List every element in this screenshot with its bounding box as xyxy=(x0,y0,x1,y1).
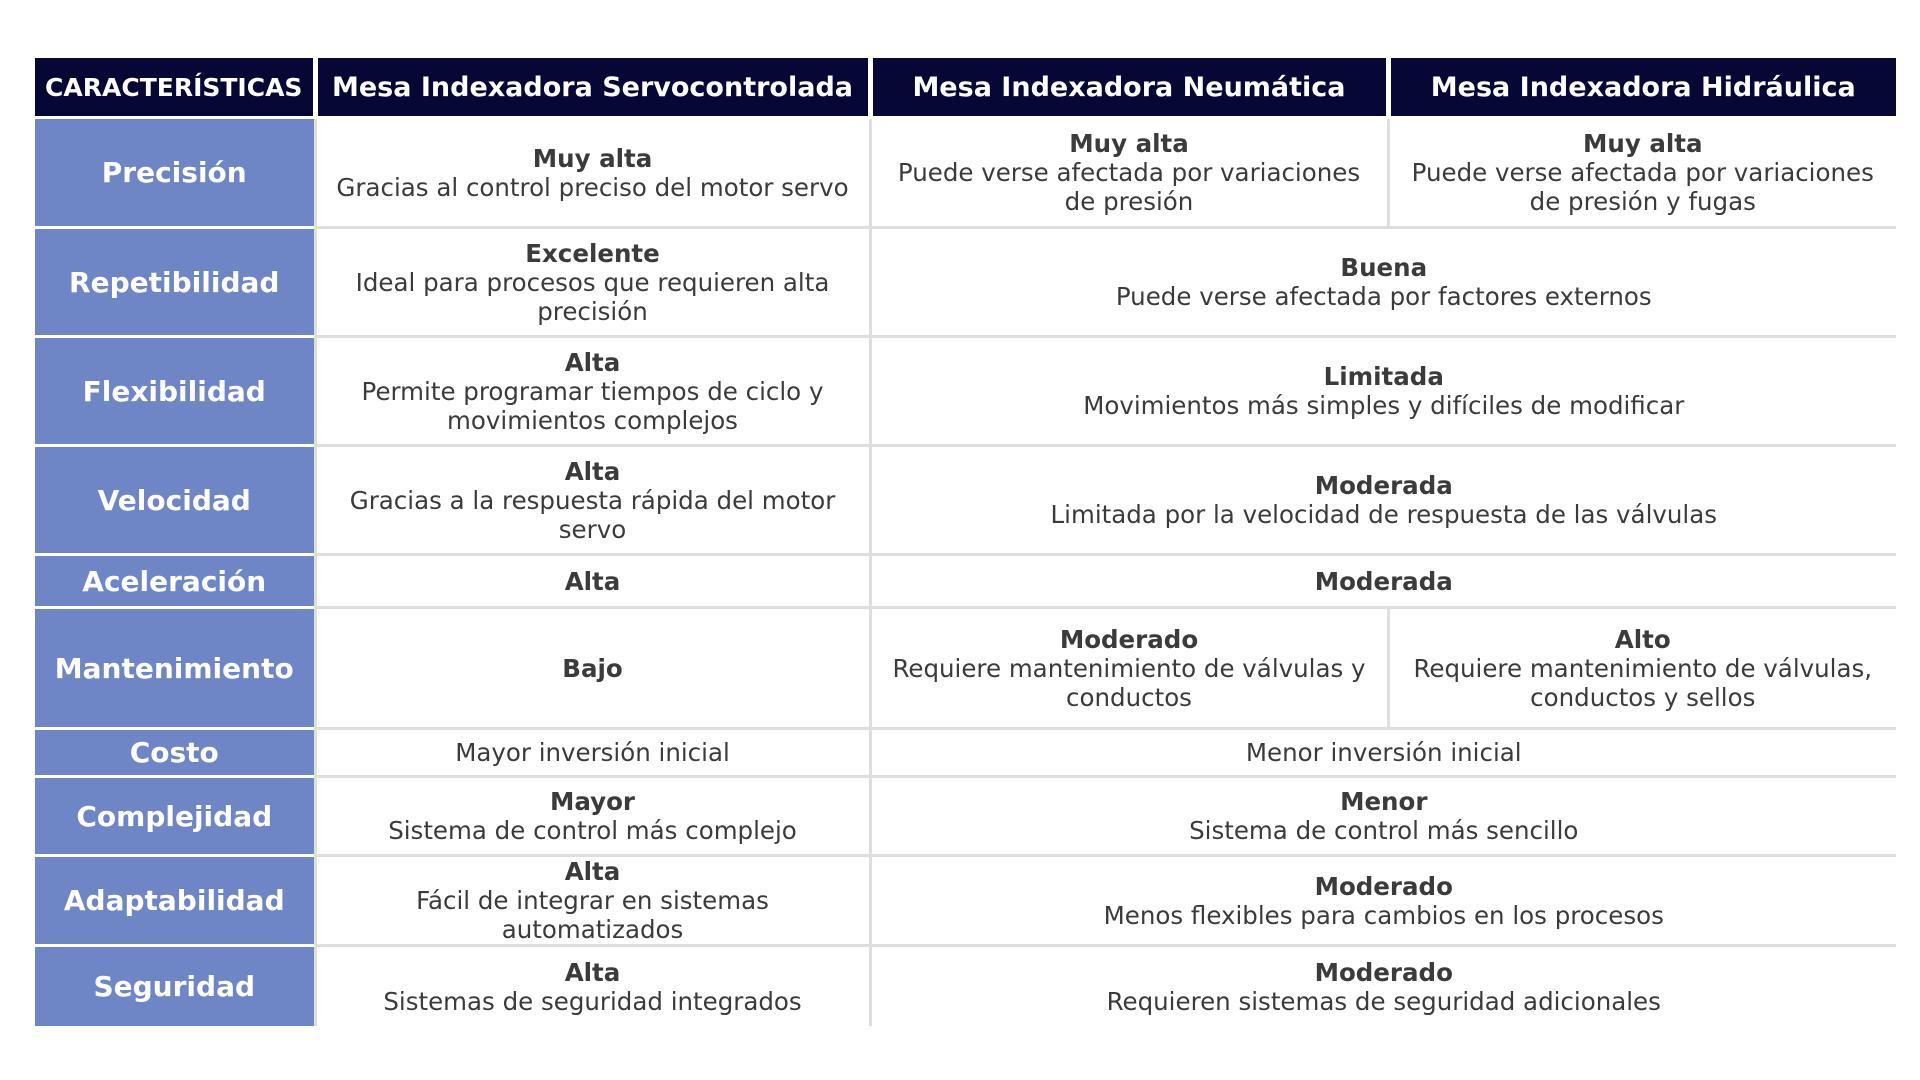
header-characteristics: CARACTERÍSTICAS xyxy=(35,58,315,118)
cell-level: Moderada xyxy=(1314,471,1453,500)
cell-servo xyxy=(315,118,870,228)
cell-level: Muy alta xyxy=(532,143,653,173)
row-maintenance xyxy=(35,608,1896,729)
cell-desc: Sistemas de seguridad integrados xyxy=(383,986,802,1016)
cell-pneumatic-hydraulic xyxy=(870,856,1896,946)
row-acceleration xyxy=(35,555,1896,608)
cell-servo xyxy=(315,856,870,946)
cell-level: Excelente xyxy=(525,238,660,268)
cell-desc: Requiere mantenimiento de válvulas y conductos xyxy=(892,653,1366,712)
cell-pneumatic-hydraulic xyxy=(870,446,1896,555)
cell-pneumatic-hydraulic xyxy=(870,946,1896,1028)
cell-desc: Requieren sistemas de seguridad adicionales xyxy=(1106,986,1661,1016)
header-servo: Mesa Indexadora Servocontrolada xyxy=(315,58,870,118)
cell-level: Moderada xyxy=(1314,566,1453,596)
cell-desc: Sistema de control más complejo xyxy=(388,816,797,845)
cell-servo xyxy=(315,777,870,856)
cell-level: Muy alta xyxy=(1583,129,1703,158)
row-label-complexity: Complejidad xyxy=(35,777,315,856)
cell-servo xyxy=(315,946,870,1028)
cell-desc: Puede verse afectada por factores externos xyxy=(1115,282,1652,311)
comparison-table-wrapper xyxy=(35,58,1896,1029)
cell-pneumatic-hydraulic xyxy=(870,228,1896,337)
cell-level: Bajo xyxy=(562,653,623,683)
cell-pneumatic-hydraulic xyxy=(870,337,1896,446)
row-label-maintenance: Mantenimiento xyxy=(35,608,315,729)
comparison-table xyxy=(35,58,1896,1029)
cell-level: Alta xyxy=(564,957,621,987)
cell-desc: Ideal para procesos que requieren alta precisión xyxy=(355,267,830,326)
cell-desc: Limitada por la velocidad de respuesta de las válvulas xyxy=(1050,500,1717,529)
cell-level: Moderado xyxy=(1059,624,1199,654)
cell-pneumatic xyxy=(870,118,1388,228)
cell-desc: Puede verse afectada por variaciones de presión xyxy=(897,158,1361,216)
row-complexity xyxy=(35,777,1896,856)
cell-level: Limitada xyxy=(1323,362,1444,391)
row-cost xyxy=(35,729,1896,777)
row-label-repeatability: Repetibilidad xyxy=(35,228,315,337)
cell-desc: Permite programar tiempos de ciclo y movimientos complejos xyxy=(361,376,824,435)
cell-level: Alto xyxy=(1614,624,1671,654)
table-header-row xyxy=(35,58,1896,118)
header-pneumatic: Mesa Indexadora Neumática xyxy=(870,58,1388,118)
cell-pneumatic xyxy=(870,608,1388,729)
row-precision xyxy=(35,118,1896,228)
row-label-cost: Costo xyxy=(35,729,315,777)
cell-level: Menor xyxy=(1340,787,1428,816)
cell-desc: Gracias a la respuesta rápida del motor servo xyxy=(349,485,836,544)
cell-servo xyxy=(315,608,870,729)
cell-pneumatic-hydraulic xyxy=(870,729,1896,777)
row-label-acceleration: Aceleración xyxy=(35,555,315,608)
cell-desc: Menos flexibles para cambios en los procesos xyxy=(1103,900,1664,930)
cell-level: Moderado xyxy=(1314,871,1453,901)
cell-level: Alta xyxy=(564,347,621,377)
row-adaptability xyxy=(35,856,1896,946)
cell-servo xyxy=(315,337,870,446)
cell-desc: Sistema de control más sencillo xyxy=(1189,816,1579,845)
row-label-precision: Precisión xyxy=(35,118,315,228)
cell-servo xyxy=(315,228,870,337)
cell-level: Buena xyxy=(1340,253,1428,282)
cell-desc: Requiere mantenimiento de válvulas, conductos y sellos xyxy=(1413,653,1873,712)
row-label-adaptability: Adaptabilidad xyxy=(35,856,315,946)
row-speed xyxy=(35,446,1896,555)
row-label-flexibility: Flexibilidad xyxy=(35,337,315,446)
cell-desc: Menor inversión inicial xyxy=(1245,738,1522,767)
row-label-safety: Seguridad xyxy=(35,946,315,1028)
cell-level: Moderado xyxy=(1314,957,1453,987)
header-hydraulic: Mesa Indexadora Hidráulica xyxy=(1388,58,1896,118)
cell-desc: Gracias al control preciso del motor servo xyxy=(336,172,849,202)
row-repeatability xyxy=(35,228,1896,337)
cell-servo xyxy=(315,555,870,608)
row-label-speed: Velocidad xyxy=(35,446,315,555)
cell-pneumatic-hydraulic xyxy=(870,777,1896,856)
cell-desc: Mayor inversión inicial xyxy=(455,738,730,767)
cell-level: Muy alta xyxy=(1069,129,1189,158)
cell-hydraulic xyxy=(1388,608,1896,729)
cell-desc: Puede verse afectada por variaciones de presión y fugas xyxy=(1411,158,1874,216)
row-flexibility xyxy=(35,337,1896,446)
cell-level: Alta xyxy=(564,857,621,886)
cell-pneumatic-hydraulic xyxy=(870,555,1896,608)
cell-level: Alta xyxy=(564,456,621,486)
cell-servo xyxy=(315,446,870,555)
cell-level: Alta xyxy=(564,566,621,596)
cell-desc: Fácil de integrar en sistemas automatizados xyxy=(416,886,769,944)
row-safety xyxy=(35,946,1896,1028)
cell-servo xyxy=(315,729,870,777)
cell-hydraulic xyxy=(1388,118,1896,228)
cell-desc: Movimientos más simples y difíciles de modificar xyxy=(1083,391,1685,420)
cell-level: Mayor xyxy=(549,787,636,816)
